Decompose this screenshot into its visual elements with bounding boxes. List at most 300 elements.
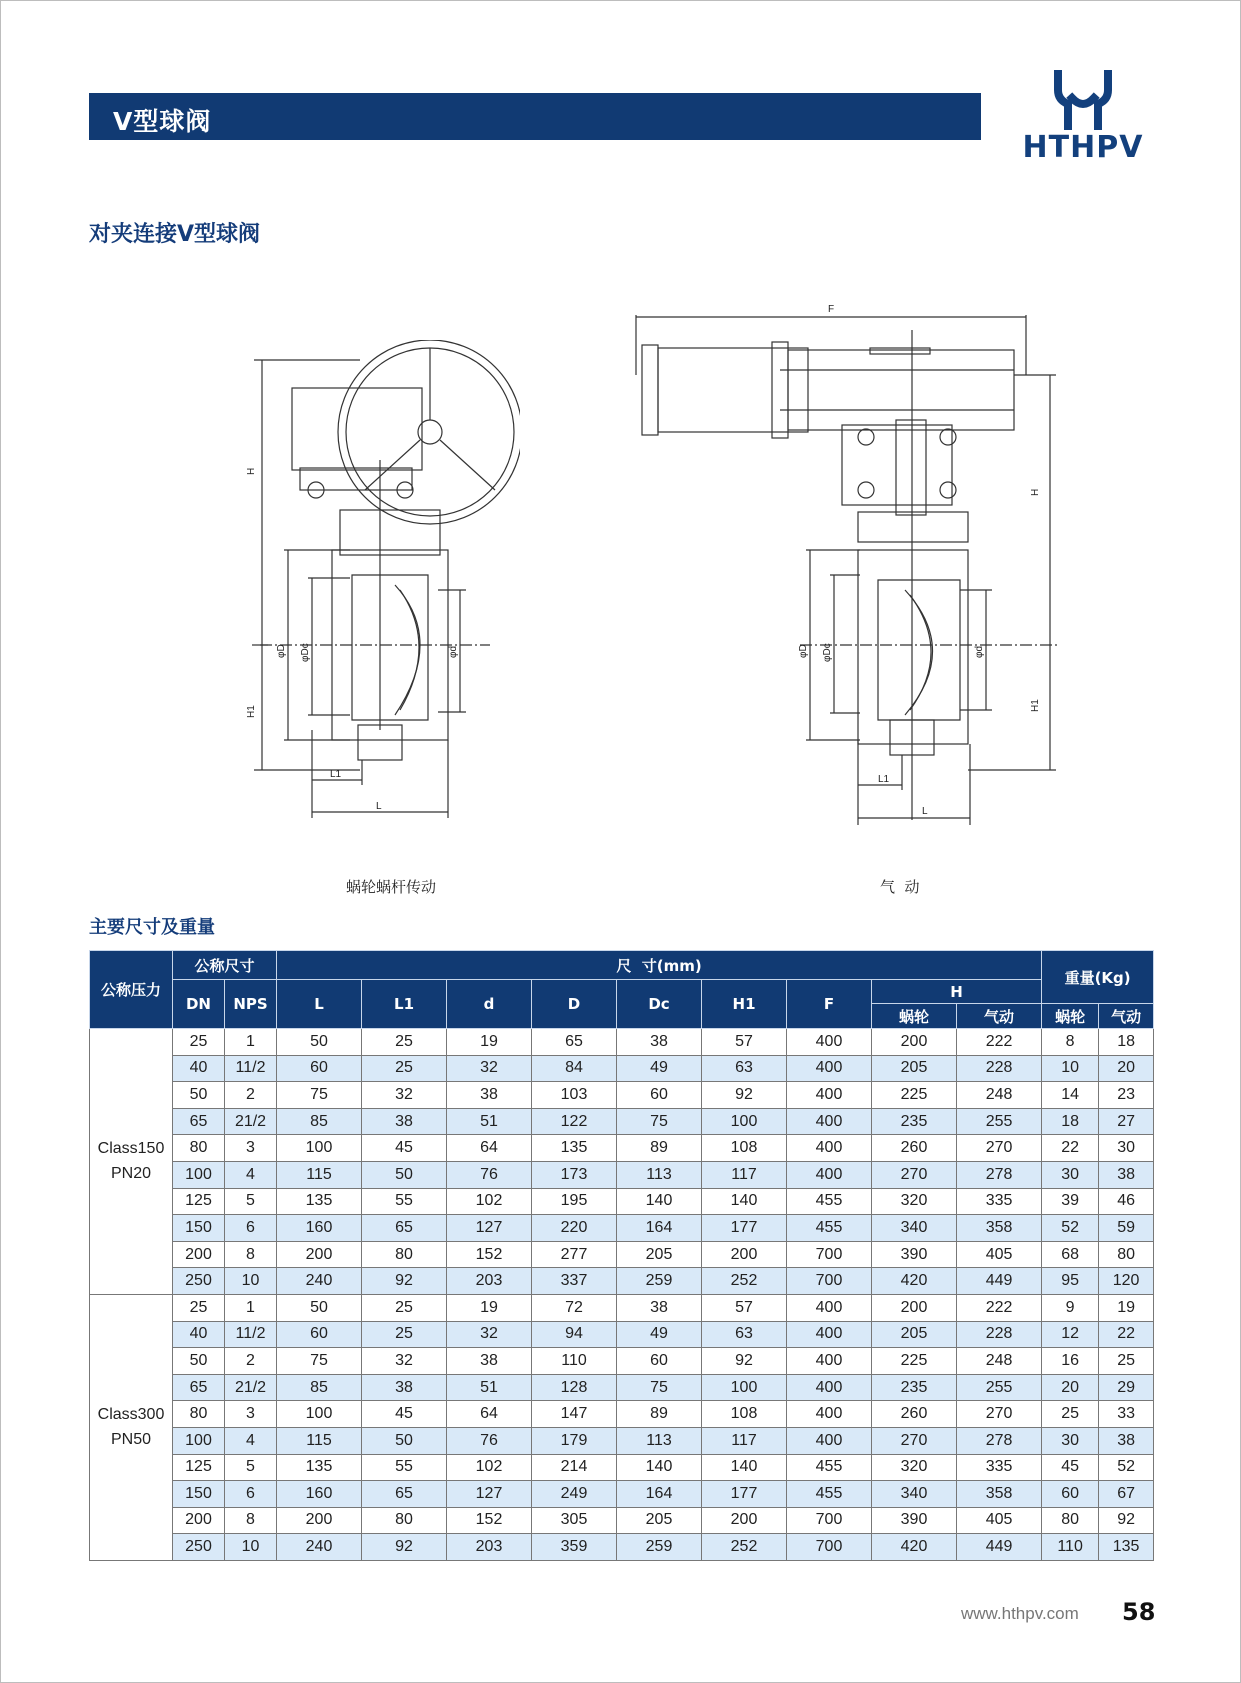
table-cell: 39 xyxy=(1042,1188,1099,1215)
dim-d-inner-label: φd xyxy=(974,645,985,658)
table-cell: 135 xyxy=(1099,1534,1154,1561)
dim-l-label: L xyxy=(376,801,382,812)
pressure-pn-label: PN20 xyxy=(110,1165,152,1183)
dim-h1-label: H1 xyxy=(1030,699,1041,712)
table-cell: 65 xyxy=(173,1108,225,1135)
table-cell: 400 xyxy=(787,1348,872,1375)
table-cell: 80 xyxy=(362,1241,447,1268)
table-cell: 4 xyxy=(225,1161,277,1188)
table-cell: 50 xyxy=(362,1427,447,1454)
dim-h-label: H xyxy=(1030,488,1041,496)
table-cell: 5 xyxy=(225,1454,277,1481)
table-row xyxy=(90,1374,1154,1401)
col-header-d-small: d xyxy=(447,980,532,1029)
table-cell: 400 xyxy=(787,1321,872,1348)
page-number: 58 xyxy=(1122,1598,1156,1626)
table-cell: 6 xyxy=(225,1481,277,1508)
table-cell: 80 xyxy=(173,1135,225,1162)
table-row xyxy=(90,1082,1154,1109)
table-cell: 21/2 xyxy=(225,1108,277,1135)
table-cell: 9 xyxy=(1042,1294,1099,1321)
table-cell: 340 xyxy=(872,1215,957,1242)
table-cell: 195 xyxy=(532,1188,617,1215)
table-cell: 3 xyxy=(225,1401,277,1428)
table-title: 主要尺寸及重量 xyxy=(89,917,215,938)
dim-d-inner-label: φd xyxy=(448,645,459,658)
table-row xyxy=(90,1055,1154,1082)
table-cell: 225 xyxy=(872,1348,957,1375)
table-cell: 20 xyxy=(1099,1055,1154,1082)
table-cell: 38 xyxy=(447,1082,532,1109)
table-cell: 67 xyxy=(1099,1481,1154,1508)
table-row xyxy=(90,1268,1154,1295)
table-cell: 16 xyxy=(1042,1348,1099,1375)
table-cell: 260 xyxy=(872,1401,957,1428)
table-row xyxy=(90,1481,1154,1508)
table-cell: 55 xyxy=(362,1188,447,1215)
table-cell: 59 xyxy=(1099,1215,1154,1242)
table-cell: 135 xyxy=(277,1454,362,1481)
table-cell: 19 xyxy=(1099,1294,1154,1321)
table-cell: 200 xyxy=(277,1507,362,1534)
table-cell: 18 xyxy=(1099,1029,1154,1056)
table-cell: 92 xyxy=(702,1082,787,1109)
table-cell: 40 xyxy=(173,1321,225,1348)
table-cell: 200 xyxy=(872,1294,957,1321)
col-header-nps: NPS xyxy=(225,980,277,1029)
col-header-h-worm: 蜗轮 xyxy=(872,1004,957,1029)
table-cell: 449 xyxy=(957,1268,1042,1295)
table-cell: 400 xyxy=(787,1029,872,1056)
table-cell: 75 xyxy=(617,1108,702,1135)
worm-gear-caption: 蜗轮蜗杆传动 xyxy=(346,878,437,896)
table-cell: 25 xyxy=(173,1294,225,1321)
table-cell: 95 xyxy=(1042,1268,1099,1295)
table-row xyxy=(90,1401,1154,1428)
table-body xyxy=(90,1029,1154,1561)
table-cell: 1 xyxy=(225,1294,277,1321)
table-cell: 225 xyxy=(872,1082,957,1109)
table-row xyxy=(90,1321,1154,1348)
table-cell: 38 xyxy=(1099,1161,1154,1188)
table-cell: 200 xyxy=(173,1241,225,1268)
header-title: V型球阀 xyxy=(113,107,212,136)
table-cell: 30 xyxy=(1042,1161,1099,1188)
table-cell: 38 xyxy=(362,1108,447,1135)
table-cell: 255 xyxy=(957,1374,1042,1401)
table-cell: 52 xyxy=(1042,1215,1099,1242)
table-cell: 30 xyxy=(1099,1135,1154,1162)
table-cell: 14 xyxy=(1042,1082,1099,1109)
table-cell: 57 xyxy=(702,1294,787,1321)
table-cell: 135 xyxy=(532,1135,617,1162)
table-cell: 420 xyxy=(872,1534,957,1561)
table-cell: 20 xyxy=(1042,1374,1099,1401)
table-cell: 33 xyxy=(1099,1401,1154,1428)
table-cell: 25 xyxy=(362,1055,447,1082)
table-cell: 135 xyxy=(277,1188,362,1215)
table-cell: 100 xyxy=(277,1135,362,1162)
table-cell: 455 xyxy=(787,1454,872,1481)
table-cell: 2 xyxy=(225,1082,277,1109)
table-cell: 127 xyxy=(447,1481,532,1508)
pressure-class-cell xyxy=(90,1294,173,1560)
table-cell: 214 xyxy=(532,1454,617,1481)
table-cell: 25 xyxy=(1099,1348,1154,1375)
table-cell: 72 xyxy=(532,1294,617,1321)
table-cell: 25 xyxy=(362,1029,447,1056)
table-cell: 117 xyxy=(702,1161,787,1188)
table-cell: 60 xyxy=(277,1321,362,1348)
table-cell: 270 xyxy=(872,1161,957,1188)
table-cell: 46 xyxy=(1099,1188,1154,1215)
table-cell: 228 xyxy=(957,1321,1042,1348)
dim-dc-label: φDc xyxy=(300,643,311,662)
table-cell: 8 xyxy=(225,1507,277,1534)
table-cell: 455 xyxy=(787,1481,872,1508)
table-cell: 100 xyxy=(173,1161,225,1188)
dim-f-label: F xyxy=(828,304,835,315)
table-row xyxy=(90,1348,1154,1375)
table-cell: 200 xyxy=(277,1241,362,1268)
table-cell: 89 xyxy=(617,1135,702,1162)
table-cell: 110 xyxy=(532,1348,617,1375)
table-cell: 205 xyxy=(617,1507,702,1534)
table-cell: 18 xyxy=(1042,1108,1099,1135)
table-cell: 400 xyxy=(787,1108,872,1135)
table-cell: 57 xyxy=(702,1029,787,1056)
table-cell: 220 xyxy=(532,1215,617,1242)
table-cell: 260 xyxy=(872,1135,957,1162)
table-cell: 115 xyxy=(277,1427,362,1454)
table-cell: 103 xyxy=(532,1082,617,1109)
dim-l1-label: L1 xyxy=(330,769,342,780)
col-header-l: L xyxy=(277,980,362,1029)
col-header-nominal-size: 公称尺寸 xyxy=(173,951,277,980)
col-header-pressure: 公称压力 xyxy=(90,951,173,1029)
col-header-l1: L1 xyxy=(362,980,447,1029)
table-cell: 150 xyxy=(173,1481,225,1508)
table-cell: 64 xyxy=(447,1401,532,1428)
table-cell: 8 xyxy=(225,1241,277,1268)
table-cell: 102 xyxy=(447,1188,532,1215)
dim-dc-label: φDc xyxy=(822,643,833,662)
table-cell: 390 xyxy=(872,1507,957,1534)
pneumatic-valve-drawing xyxy=(630,300,1070,840)
table-cell: 65 xyxy=(362,1481,447,1508)
table-cell: 22 xyxy=(1099,1321,1154,1348)
table-cell: 85 xyxy=(277,1374,362,1401)
table-cell: 150 xyxy=(173,1215,225,1242)
table-cell: 108 xyxy=(702,1401,787,1428)
table-cell: 400 xyxy=(787,1161,872,1188)
table-row xyxy=(90,1135,1154,1162)
table-cell: 40 xyxy=(173,1055,225,1082)
table-cell: 102 xyxy=(447,1454,532,1481)
table-cell: 127 xyxy=(447,1215,532,1242)
table-cell: 108 xyxy=(702,1135,787,1162)
table-cell: 400 xyxy=(787,1135,872,1162)
dim-d-outer-label: φD xyxy=(276,644,287,658)
table-cell: 358 xyxy=(957,1481,1042,1508)
table-cell: 400 xyxy=(787,1427,872,1454)
table-row xyxy=(90,1454,1154,1481)
table-cell: 140 xyxy=(702,1454,787,1481)
table-cell: 32 xyxy=(447,1055,532,1082)
table-cell: 400 xyxy=(787,1294,872,1321)
table-cell: 65 xyxy=(362,1215,447,1242)
table-cell: 160 xyxy=(277,1481,362,1508)
pressure-class-label: Class150 xyxy=(97,1140,165,1158)
table-cell: 179 xyxy=(532,1427,617,1454)
col-header-h1: H1 xyxy=(702,980,787,1029)
table-cell: 203 xyxy=(447,1268,532,1295)
table-cell: 320 xyxy=(872,1454,957,1481)
table-cell: 22 xyxy=(1042,1135,1099,1162)
table-cell: 11/2 xyxy=(225,1055,277,1082)
table-cell: 358 xyxy=(957,1215,1042,1242)
table-cell: 240 xyxy=(277,1268,362,1295)
table-cell: 115 xyxy=(277,1161,362,1188)
table-cell: 50 xyxy=(173,1082,225,1109)
table-cell: 45 xyxy=(362,1135,447,1162)
table-cell: 117 xyxy=(702,1427,787,1454)
table-cell: 200 xyxy=(702,1241,787,1268)
col-header-weight: 重量(Kg) xyxy=(1042,951,1154,1004)
dim-d-outer-label: φD xyxy=(798,644,809,658)
table-cell: 340 xyxy=(872,1481,957,1508)
table-cell: 60 xyxy=(617,1348,702,1375)
table-cell: 25 xyxy=(362,1294,447,1321)
table-cell: 3 xyxy=(225,1135,277,1162)
table-cell: 205 xyxy=(872,1321,957,1348)
table-cell: 164 xyxy=(617,1481,702,1508)
table-cell: 250 xyxy=(173,1268,225,1295)
table-cell: 278 xyxy=(957,1427,1042,1454)
table-cell: 32 xyxy=(362,1082,447,1109)
brand-logo xyxy=(1012,70,1154,170)
table-cell: 140 xyxy=(702,1188,787,1215)
table-row xyxy=(90,1427,1154,1454)
table-cell: 11/2 xyxy=(225,1321,277,1348)
table-cell: 270 xyxy=(957,1401,1042,1428)
section-title: 对夹连接V型球阀 xyxy=(89,222,261,247)
table-cell: 38 xyxy=(362,1374,447,1401)
table-cell: 100 xyxy=(277,1401,362,1428)
table-cell: 52 xyxy=(1099,1454,1154,1481)
table-cell: 76 xyxy=(447,1427,532,1454)
table-cell: 420 xyxy=(872,1268,957,1295)
table-cell: 63 xyxy=(702,1321,787,1348)
table-cell: 23 xyxy=(1099,1082,1154,1109)
table-row xyxy=(90,1108,1154,1135)
table-cell: 60 xyxy=(617,1082,702,1109)
table-cell: 700 xyxy=(787,1534,872,1561)
table-cell: 38 xyxy=(1099,1427,1154,1454)
table-cell: 51 xyxy=(447,1374,532,1401)
pressure-pn-label: PN50 xyxy=(110,1431,152,1449)
table-cell: 240 xyxy=(277,1534,362,1561)
table-cell: 140 xyxy=(617,1188,702,1215)
table-cell: 19 xyxy=(447,1029,532,1056)
table-cell: 128 xyxy=(532,1374,617,1401)
table-cell: 122 xyxy=(532,1108,617,1135)
col-header-d-large: D xyxy=(532,980,617,1029)
col-header-weight-pneumatic: 气动 xyxy=(1099,1004,1154,1029)
table-cell: 203 xyxy=(447,1534,532,1561)
table-cell: 147 xyxy=(532,1401,617,1428)
table-cell: 27 xyxy=(1099,1108,1154,1135)
table-cell: 320 xyxy=(872,1188,957,1215)
dim-h1-label: H1 xyxy=(246,705,257,718)
table-cell: 222 xyxy=(957,1294,1042,1321)
table-cell: 248 xyxy=(957,1348,1042,1375)
table-cell: 92 xyxy=(362,1534,447,1561)
table-cell: 38 xyxy=(617,1294,702,1321)
worm-gear-valve-drawing xyxy=(240,340,520,840)
table-cell: 80 xyxy=(362,1507,447,1534)
table-cell: 113 xyxy=(617,1427,702,1454)
table-cell: 55 xyxy=(362,1454,447,1481)
dim-l-label: L xyxy=(922,806,928,817)
table-cell: 335 xyxy=(957,1454,1042,1481)
table-cell: 92 xyxy=(362,1268,447,1295)
table-cell: 110 xyxy=(1042,1534,1099,1561)
table-cell: 38 xyxy=(617,1029,702,1056)
table-cell: 278 xyxy=(957,1161,1042,1188)
table-cell: 205 xyxy=(617,1241,702,1268)
col-header-f: F xyxy=(787,980,872,1029)
table-cell: 250 xyxy=(173,1534,225,1561)
footer-url: www.hthpv.com xyxy=(961,1604,1079,1623)
col-header-h-pneumatic: 气动 xyxy=(957,1004,1042,1029)
table-cell: 29 xyxy=(1099,1374,1154,1401)
dim-h-label: H xyxy=(246,467,257,475)
table-cell: 449 xyxy=(957,1534,1042,1561)
table-cell: 177 xyxy=(702,1215,787,1242)
table-cell: 50 xyxy=(277,1029,362,1056)
table-cell: 228 xyxy=(957,1055,1042,1082)
table-cell: 80 xyxy=(173,1401,225,1428)
table-row xyxy=(90,1534,1154,1561)
table-cell: 6 xyxy=(225,1215,277,1242)
table-cell: 700 xyxy=(787,1268,872,1295)
col-header-dn: DN xyxy=(173,980,225,1029)
table-cell: 700 xyxy=(787,1241,872,1268)
table-cell: 335 xyxy=(957,1188,1042,1215)
table-row xyxy=(90,1161,1154,1188)
table-cell: 64 xyxy=(447,1135,532,1162)
table-cell: 455 xyxy=(787,1188,872,1215)
table-cell: 25 xyxy=(1042,1401,1099,1428)
col-header-weight-worm: 蜗轮 xyxy=(1042,1004,1099,1029)
table-cell: 205 xyxy=(872,1055,957,1082)
table-cell: 259 xyxy=(617,1268,702,1295)
table-cell: 400 xyxy=(787,1401,872,1428)
table-cell: 259 xyxy=(617,1534,702,1561)
table-cell: 700 xyxy=(787,1507,872,1534)
table-cell: 75 xyxy=(277,1082,362,1109)
table-cell: 63 xyxy=(702,1055,787,1082)
table-cell: 92 xyxy=(702,1348,787,1375)
table-cell: 160 xyxy=(277,1215,362,1242)
table-cell: 400 xyxy=(787,1055,872,1082)
table-row xyxy=(90,1507,1154,1534)
table-cell: 164 xyxy=(617,1215,702,1242)
table-cell: 75 xyxy=(617,1374,702,1401)
table-cell: 32 xyxy=(362,1348,447,1375)
table-cell: 177 xyxy=(702,1481,787,1508)
table-cell: 45 xyxy=(362,1401,447,1428)
table-cell: 60 xyxy=(277,1055,362,1082)
table-cell: 89 xyxy=(617,1401,702,1428)
table-cell: 152 xyxy=(447,1507,532,1534)
table-cell: 270 xyxy=(872,1427,957,1454)
table-cell: 10 xyxy=(225,1534,277,1561)
table-cell: 400 xyxy=(787,1374,872,1401)
table-cell: 277 xyxy=(532,1241,617,1268)
table-cell: 152 xyxy=(447,1241,532,1268)
table-cell: 1 xyxy=(225,1029,277,1056)
pneumatic-caption: 气 动 xyxy=(880,878,920,896)
table-cell: 249 xyxy=(532,1481,617,1508)
table-cell: 455 xyxy=(787,1215,872,1242)
dim-l1-label: L1 xyxy=(878,774,890,785)
table-row xyxy=(90,1215,1154,1242)
table-cell: 49 xyxy=(617,1321,702,1348)
table-cell: 125 xyxy=(173,1188,225,1215)
table-cell: 248 xyxy=(957,1082,1042,1109)
table-cell: 100 xyxy=(702,1108,787,1135)
table-cell: 84 xyxy=(532,1055,617,1082)
table-cell: 8 xyxy=(1042,1029,1099,1056)
table-cell: 255 xyxy=(957,1108,1042,1135)
table-cell: 390 xyxy=(872,1241,957,1268)
table-row xyxy=(90,1188,1154,1215)
table-cell: 68 xyxy=(1042,1241,1099,1268)
table-row xyxy=(90,1029,1154,1056)
table-cell: 5 xyxy=(225,1188,277,1215)
table-cell: 12 xyxy=(1042,1321,1099,1348)
table-cell: 19 xyxy=(447,1294,532,1321)
logo-text: HTHPV xyxy=(1022,130,1144,165)
table-cell: 30 xyxy=(1042,1427,1099,1454)
table-cell: 252 xyxy=(702,1268,787,1295)
table-cell: 60 xyxy=(1042,1481,1099,1508)
table-cell: 100 xyxy=(173,1427,225,1454)
table-cell: 50 xyxy=(362,1161,447,1188)
table-cell: 32 xyxy=(447,1321,532,1348)
table-cell: 25 xyxy=(362,1321,447,1348)
table-cell: 200 xyxy=(702,1507,787,1534)
table-cell: 235 xyxy=(872,1108,957,1135)
table-cell: 140 xyxy=(617,1454,702,1481)
table-cell: 92 xyxy=(1099,1507,1154,1534)
table-cell: 50 xyxy=(277,1294,362,1321)
table-cell: 50 xyxy=(173,1348,225,1375)
table-cell: 359 xyxy=(532,1534,617,1561)
col-header-dc: Dc xyxy=(617,980,702,1029)
table-cell: 65 xyxy=(532,1029,617,1056)
table-cell: 173 xyxy=(532,1161,617,1188)
table-cell: 270 xyxy=(957,1135,1042,1162)
table-cell: 80 xyxy=(1099,1241,1154,1268)
table-cell: 405 xyxy=(957,1241,1042,1268)
table-cell: 235 xyxy=(872,1374,957,1401)
table-cell: 2 xyxy=(225,1348,277,1375)
table-cell: 120 xyxy=(1099,1268,1154,1295)
table-cell: 76 xyxy=(447,1161,532,1188)
